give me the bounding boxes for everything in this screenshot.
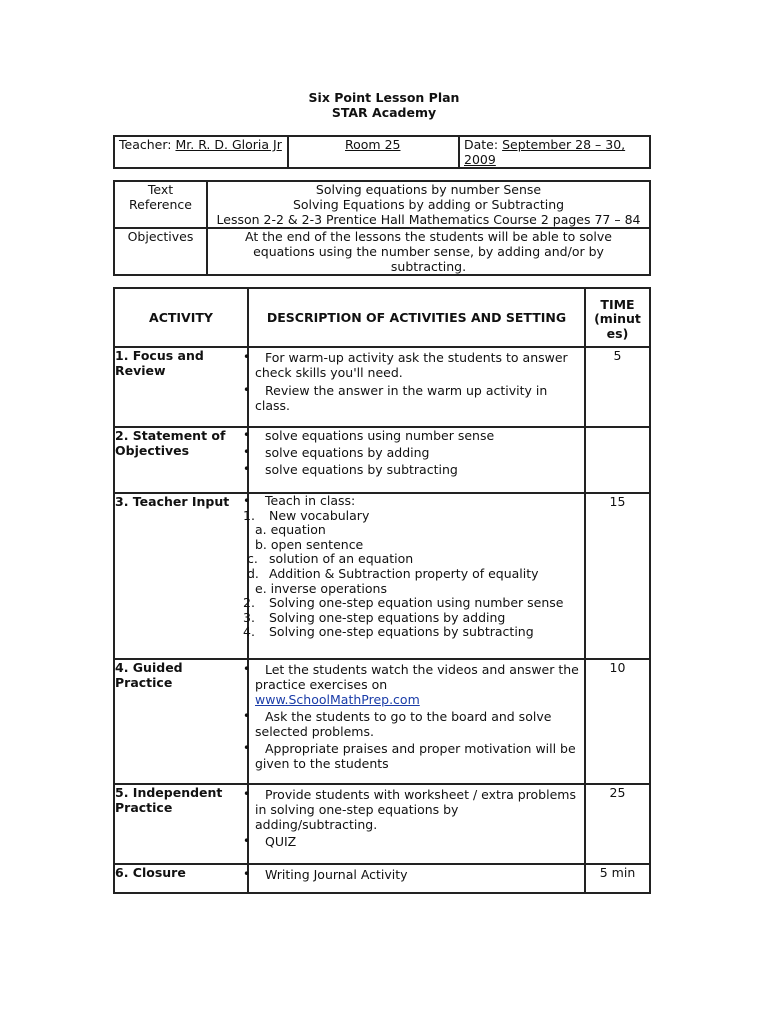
list-item: • Let the students watch the videos and answer the practice exercises on www.SchoolMathPrep.com (243, 662, 579, 707)
description-cell (243, 347, 585, 427)
date-label: Date: (464, 137, 499, 152)
objectives-label-cell (114, 228, 207, 275)
date-cell (459, 136, 650, 168)
description-cell (243, 659, 585, 784)
bullet-icon: • (243, 787, 251, 801)
vocab-item-e: e. inverse operations (255, 580, 387, 596)
table-row (114, 659, 650, 784)
activity-name-line1: 3. Teacher Input (115, 494, 230, 509)
description-cell (243, 427, 585, 493)
date-value-line1: September 28 – 30, (502, 137, 626, 152)
text-reference-label-2: Reference (129, 197, 192, 212)
objectives-line2: equations using the number sense, by adding and/or by (253, 244, 604, 259)
numbered-item-1: 1. New vocabulary (243, 507, 370, 523)
bullet-icon: • (243, 867, 251, 881)
objectives-line1: At the end of the lessons the students will be able to solve (245, 229, 612, 244)
date-value-line2: 2009 (464, 152, 496, 167)
bullet-icon: • (243, 350, 251, 364)
activity-name-cell (114, 864, 251, 893)
vocab-item-b: b. open sentence (255, 536, 364, 552)
objectives-line3: subtracting. (390, 259, 467, 274)
list-item: • solve equations by subtracting (243, 462, 458, 477)
objectives-label: Objectives (127, 229, 194, 244)
activity-name-line1: 5. Independent (115, 785, 223, 800)
time-cell: 5 (585, 347, 650, 427)
time-column-header (585, 288, 650, 347)
activity-name-line1: 2. Statement of (115, 428, 226, 443)
bullet-icon: • (243, 834, 251, 848)
teacher-cell (114, 136, 288, 168)
room-number: Room 25 (345, 137, 401, 152)
text-reference-label-cell (114, 181, 207, 228)
activity-name-cell (114, 659, 251, 784)
text-reference-line3: Lesson 2-2 & 2-3 Prentice Hall Mathematics Course 2 pages 77 – 84 (216, 212, 641, 227)
bullet-icon: • (243, 383, 251, 397)
bullet-icon: • (243, 741, 251, 755)
numbered-item-2: 2. Solving one-step equation using number sense (243, 595, 564, 611)
text-reference-value-cell (207, 181, 650, 228)
bullet-icon: • (243, 428, 251, 442)
document-title: Six Point Lesson Plan (308, 90, 460, 105)
reference-table (113, 180, 651, 276)
vocab-item-a: a. equation (255, 522, 326, 538)
time-header-line1: TIME (600, 296, 635, 312)
list-item: • For warm-up activity ask the students to answer check skills you'll need. (243, 350, 568, 380)
bullet-icon: • (243, 709, 251, 723)
list-item: • Teach in class: (243, 493, 356, 508)
text-reference-label-1: Text (147, 182, 174, 197)
list-item: • Review the answer in the warm up activity in class. (243, 383, 548, 413)
list-item: • QUIZ (243, 834, 297, 849)
bullet-icon: • (243, 462, 251, 476)
activity-name-cell (114, 784, 251, 864)
activity-name-cell (114, 347, 251, 427)
activity-name-line2: Objectives (115, 443, 190, 458)
description-cell (243, 493, 585, 659)
activity-name-line1: 4. Guided Practice (115, 660, 183, 690)
time-header-line3: es) (606, 325, 629, 341)
numbered-item-4: 4. Solving one-step equations by subtracting (243, 624, 534, 640)
activity-name-line2: Practice (115, 800, 173, 815)
bullet-icon: • (243, 493, 251, 508)
bullet-icon: • (243, 662, 251, 676)
description-cell (243, 864, 585, 893)
activity-name-cell (114, 493, 251, 659)
list-item: • Appropriate praises and proper motivation will be given to the students (243, 741, 576, 771)
table-row (114, 493, 650, 659)
bullet-icon: • (243, 445, 251, 459)
description-cell (243, 784, 585, 864)
table-row (114, 864, 650, 893)
objectives-value-cell (207, 228, 650, 275)
list-item: • Provide students with worksheet / extra problems in solving one-step equations by adding/subtracting. (243, 787, 576, 832)
list-item: • Ask the students to go to the board and solve selected problems. (243, 709, 552, 739)
list-item: • solve equations using number sense (243, 428, 495, 443)
text-reference-line1: Solving equations by number Sense (315, 182, 542, 197)
schoolmathprep-link[interactable]: www.SchoolMathPrep.com (255, 692, 420, 707)
list-item: • solve equations by adding (243, 445, 430, 460)
time-cell: 5 min (585, 864, 650, 893)
numbered-item-3: 3. Solving one-step equations by adding (243, 609, 506, 625)
activity-name-line2: Review (115, 363, 166, 378)
time-cell: 25 (585, 784, 650, 864)
teacher-name: Mr. R. D. Gloria Jr (175, 137, 282, 152)
time-cell: 10 (585, 659, 650, 784)
time-cell (585, 427, 650, 493)
school-name: STAR Academy (331, 105, 437, 120)
activity-name-cell (114, 427, 251, 493)
text-reference-line2: Solving Equations by adding or Subtracting (292, 197, 565, 212)
activity-column-header: ACTIVITY (114, 288, 248, 347)
time-cell: 15 (585, 493, 650, 659)
list-item: • Writing Journal Activity (243, 867, 408, 882)
table-row (114, 427, 650, 493)
table-row (114, 347, 650, 427)
time-header-line2: (minut (594, 311, 641, 327)
activity-name-line1: 1. Focus and (115, 348, 204, 363)
vocab-item-d: d. Addition & Subtraction property of equality (247, 565, 539, 581)
activity-name-line1: 6. Closure (115, 865, 186, 880)
vocab-item-c: c. solution of an equation (247, 551, 414, 567)
table-row (114, 784, 650, 864)
activities-table (113, 287, 651, 894)
room-cell (288, 136, 459, 168)
teacher-label: Teacher: (119, 137, 172, 152)
info-table (113, 135, 651, 169)
description-column-header: DESCRIPTION OF ACTIVITIES AND SETTING (248, 288, 585, 347)
